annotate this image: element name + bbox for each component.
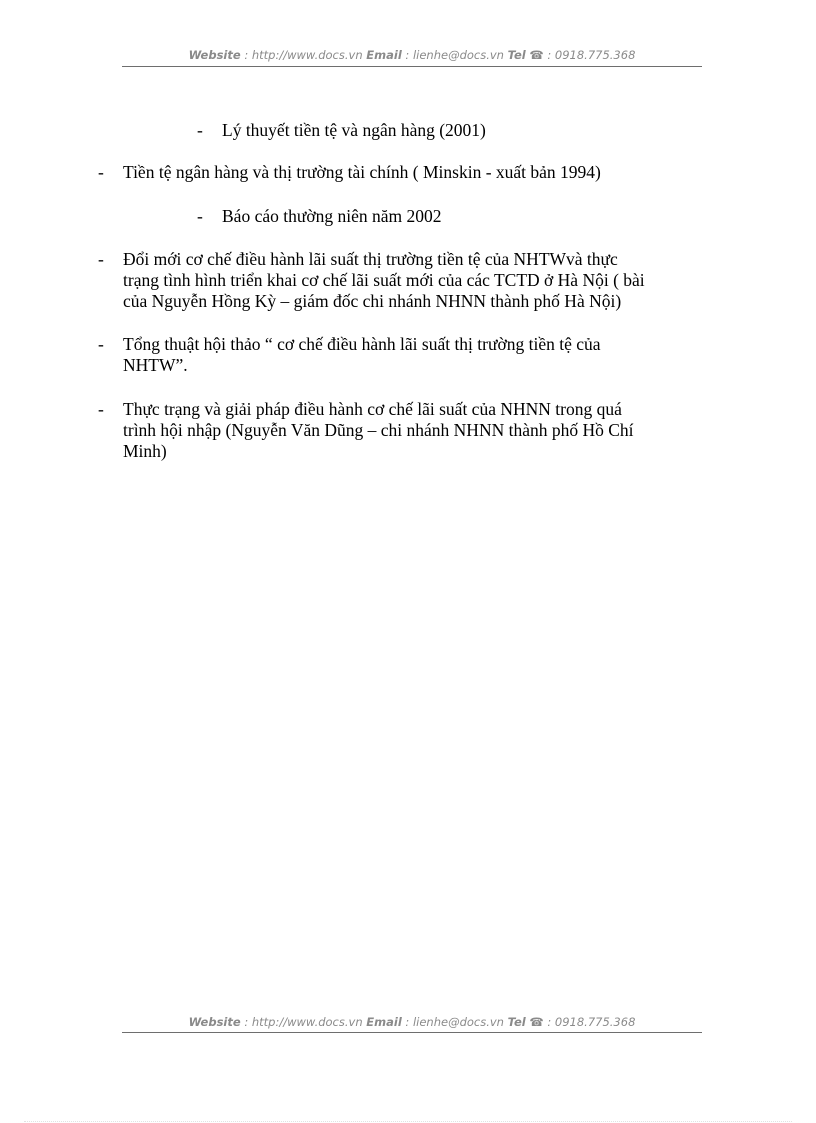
bullet-dash: - — [197, 206, 203, 226]
list-item-text: Báo cáo thường niên năm 2002 — [222, 206, 442, 226]
bullet-dash: - — [98, 249, 104, 269]
list-item-text-line-2: trạng tình hình triển khai cơ chế lãi suất mới của các TCTD ở Hà Nội ( bài — [123, 270, 645, 290]
list-item-text: Lý thuyết tiền tệ và ngân hàng (2001) — [222, 120, 486, 140]
header-website-value: : http://www.docs.vn — [240, 48, 367, 62]
list-item-text-line-2: NHTW”. — [123, 355, 188, 375]
footer-rule — [122, 1032, 702, 1033]
header-tel-value: : 0918.775.368 — [543, 48, 636, 62]
footer-tel-label: Tel — [507, 1015, 526, 1029]
list-item-text-line-1: Đổi mới cơ chế điều hành lãi suất thị trường tiền tệ của NHTWvà thực — [123, 249, 618, 269]
page-footer — [122, 1015, 702, 1029]
list-item-text-line-2: trình hội nhập (Nguyễn Văn Dũng – chi nhánh NHNN thành phố Hồ Chí — [123, 420, 634, 440]
bullet-dash: - — [98, 334, 104, 354]
bullet-dash: - — [98, 399, 104, 419]
header-email-label: Email — [366, 48, 402, 62]
footer-tel-value: : 0918.775.368 — [543, 1015, 636, 1029]
list-item-text-line-3: của Nguyễn Hồng Kỳ – giám đốc chi nhánh NHNN thành phố Hà Nội) — [123, 291, 622, 311]
footer-email-value: : lienhe@docs.vn — [401, 1015, 508, 1029]
header-email-value: : lienhe@docs.vn — [401, 48, 508, 62]
phone-icon: ☎ — [529, 48, 544, 62]
header-tel-label: Tel — [507, 48, 526, 62]
bullet-dash: - — [98, 162, 104, 182]
header-website-label: Website — [188, 48, 241, 62]
footer-email-label: Email — [366, 1015, 402, 1029]
phone-icon: ☎ — [529, 1015, 544, 1029]
list-item-text: Tiền tệ ngân hàng và thị trường tài chính ( Minskin - xuất bản 1994) — [123, 162, 601, 182]
header-rule — [122, 66, 702, 67]
page-header — [122, 48, 702, 62]
list-item-text-line-1: Tổng thuật hội thảo “ cơ chế điều hành lãi suất thị trường tiền tệ của — [123, 334, 601, 354]
list-item-text-line-3: Minh) — [123, 441, 167, 461]
bullet-dash: - — [197, 120, 203, 140]
page-edge-divider — [24, 1121, 792, 1122]
list-item-text-line-1: Thực trạng và giải pháp điều hành cơ chế lãi suất của NHNN trong quá — [123, 399, 622, 419]
footer-website-value: : http://www.docs.vn — [240, 1015, 367, 1029]
footer-website-label: Website — [188, 1015, 241, 1029]
